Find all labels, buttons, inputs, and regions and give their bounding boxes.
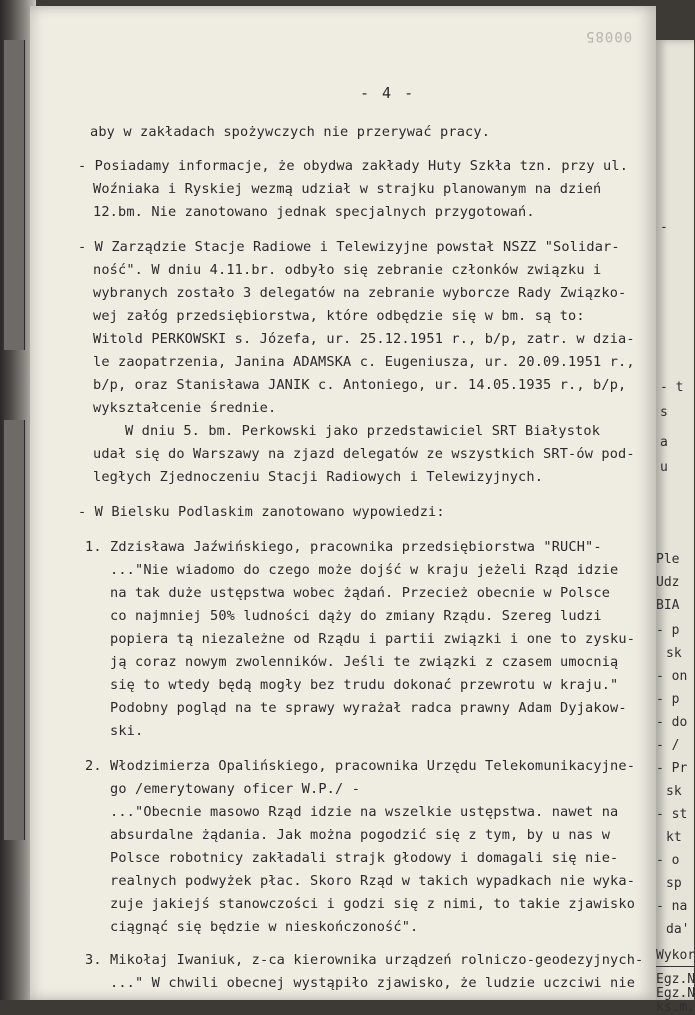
text-line: absurdalne żądania. Jak można pogodzić się z tym, by u nas w: [110, 827, 611, 843]
adjacent-text: - do: [656, 715, 688, 730]
adjacent-text: Wykor: [656, 948, 695, 963]
text-line: - W Bielsku Podlaskim zanotowano wypowiedzi:: [78, 504, 445, 520]
adjacent-text: s: [660, 405, 668, 420]
text-line: Polsce robotnicy zakładali strajk głodowy i domagali się nie-: [110, 850, 619, 866]
adjacent-text: u: [660, 460, 668, 475]
adjacent-text: Egz.N: [656, 972, 695, 987]
adjacent-rule: [656, 966, 694, 967]
text-line: Podobny pogląd na te sprawy wyrażał radca prawny Adam Dyjakow-: [110, 700, 627, 716]
text-line: 1. Zdzisława Jaźwińskiego, pracownika przedsiębiorstwa "RUCH"-: [85, 539, 602, 555]
binding-tab: [4, 40, 25, 350]
text-line: 12.bm. Nie zanotowano jednak specjalnych przygotowań.: [93, 204, 535, 220]
adjacent-text: Udz: [656, 575, 680, 590]
adjacent-text: - on: [656, 669, 688, 684]
adjacent-text: - /: [656, 738, 680, 753]
adjacent-text: - p: [656, 623, 680, 638]
text-line: zuje jakiejś stanowczości i godzi się z nimi, to takie zjawisko: [110, 896, 636, 912]
adjacent-text: a: [660, 435, 668, 450]
adjacent-text: sk: [666, 784, 682, 799]
adjacent-text: - Pr: [656, 761, 688, 776]
text-line: ski.: [110, 723, 144, 739]
text-line: - W Zarządzie Stacje Radiowe i Telewizyjne powstał NSZZ "Solidar-: [78, 239, 620, 255]
text-line: wykształcenie średnie.: [93, 400, 277, 416]
binding-tab: [4, 420, 25, 840]
page-number: - 4 -: [360, 84, 416, 102]
adjacent-text: kt: [666, 830, 682, 845]
text-line: le zaopatrzenia, Janina ADAMSKA c. Eugeniusza, ur. 20.09.1951 r.,: [93, 354, 635, 370]
text-line: ..." W chwili obecnej wystąpiło zjawisko, że ludzie uczciwi nie: [110, 975, 636, 991]
text-line: ność". W dniu 4.11.br. odbyło się zebranie członków związku i: [93, 262, 602, 278]
adjacent-text: Ple: [656, 552, 680, 567]
text-line: - Posiadamy informacje, że obydwa zakłady Huty Szkła tzn. przy ul.: [78, 158, 629, 174]
adjacent-text: - t: [660, 380, 684, 395]
adjacent-text: - p: [656, 692, 680, 707]
text-line: aby w zakładach spożywczych nie przerywać pracy.: [90, 124, 491, 140]
adjacent-text: Egz.N: [656, 986, 695, 1001]
text-line: ją coraz nowym zwolenników. Jeśli te związki z czasem umocnią: [110, 654, 619, 670]
text-line: co najmniej 50% ludności dąży do zmiany Rządu. Szereg ludzi: [110, 608, 602, 624]
text-line: go /emerytowany oficer W.P./ -: [110, 781, 361, 797]
adjacent-text: sk: [666, 646, 682, 661]
adjacent-text: BIA: [656, 598, 680, 613]
adjacent-text: -: [660, 220, 668, 235]
text-line: b/p, oraz Stanisława JANIK c. Antoniego, ur. 14.05.1935 r., b/p,: [93, 377, 627, 393]
text-line: ..."Nie wiadomo do czego może dojść w kraju jeżeli Rząd idzie: [110, 562, 619, 578]
text-line: Woźniaka i Ryskiej wezmą udział w strajku planowanym na dzień: [93, 181, 602, 197]
adjacent-text: da': [666, 922, 690, 937]
adjacent-page: [656, 40, 695, 1015]
document-page: [30, 6, 656, 1000]
text-line: udał się do Warszawy na zjazd delegatów ze wszystkich SRT-ów pod-: [93, 446, 635, 462]
text-line: 3. Mikołaj Iwaniuk, z-ca kierownika urządzeń rolniczo-geodezyjnych-: [85, 952, 644, 968]
text-line: ciągnąć się będzie w nieskończoność".: [110, 919, 419, 935]
corner-stamp: 00085: [585, 28, 633, 44]
text-line: wej załóg przedsiębiorstwa, które odbędzie się w bm. są to:: [93, 308, 585, 324]
text-line: realnych podwyżek płac. Skoro Rząd w takich wypadkach nie wyka-: [110, 873, 636, 889]
text-line: ..."Obecnie masowo Rząd idzie na wszelkie ustępstwa. nawet na: [110, 804, 619, 820]
adjacent-text: ks.m.: [656, 1000, 695, 1015]
adjacent-text: sp: [666, 876, 682, 891]
text-line: W dniu 5. bm. Perkowski jako przedstawiciel SRT Białystok: [125, 423, 601, 439]
adjacent-text: - st: [656, 807, 688, 822]
text-line: ległych Zjednoczeniu Stacji Radiowych i Telewizyjnych.: [93, 469, 544, 485]
text-line: popiera tą niezależne od Rządu i partii związki i one to zysku-: [110, 631, 636, 647]
text-line: na tak duże ustępstwa wobec żądań. Przecież obecnie w Polsce: [110, 585, 611, 601]
text-line: Witold PERKOWSKI s. Józefa, ur. 25.12.1951 r., b/p, zatr. w dzia-: [93, 331, 635, 347]
text-line: wybranych zostało 3 delegatów na zebranie wyborcze Rady Związko-: [93, 285, 627, 301]
text-line: się to wtedy będą mogły bez trudu dokonać przewrotu w kraju.": [110, 677, 619, 693]
text-line: 2. Włodzimierza Opalińskiego, pracownika Urzędu Telekomunikacyjne-: [85, 758, 636, 774]
adjacent-text: - o: [656, 853, 680, 868]
adjacent-text: - na: [656, 899, 688, 914]
